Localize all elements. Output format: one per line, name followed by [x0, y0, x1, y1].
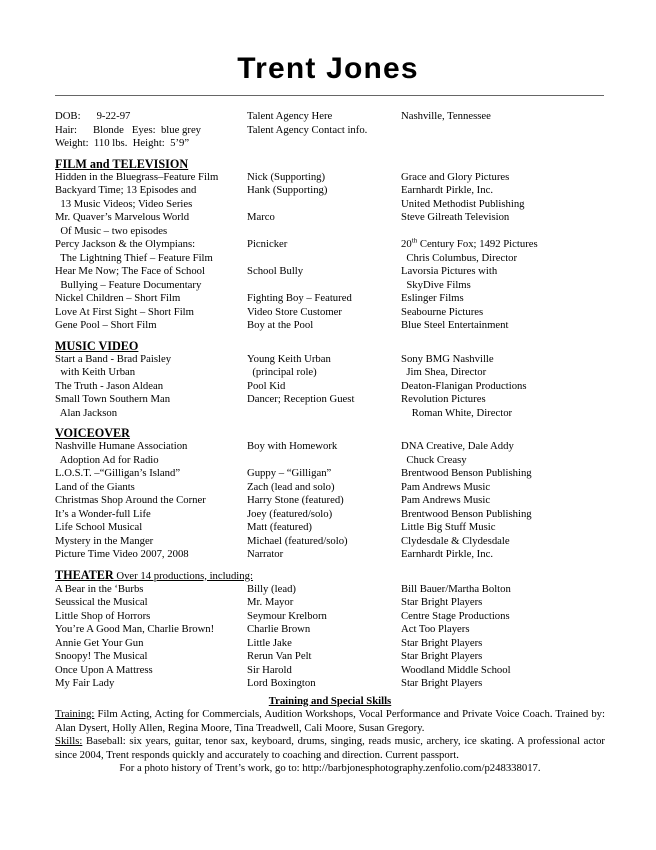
- theater-heading-underline: [55, 568, 253, 582]
- theater-title: THEATER: [55, 567, 114, 582]
- credit-company: Deaton-Flanigan Productions: [401, 379, 527, 392]
- credit-role: [247, 252, 401, 266]
- credit-role: Charlie Brown: [247, 623, 311, 635]
- bio-weight-height: Weight: 110 lbs. Height: 5’9”: [55, 137, 190, 149]
- credit-title: Nickel Children – Short Film: [55, 292, 181, 304]
- credit-company: Chuck Creasy: [401, 453, 467, 466]
- credit-title: Nashville Humane Association: [55, 440, 188, 452]
- credit-role: Fighting Boy – Featured: [247, 292, 352, 304]
- credit-company: Grace and Glory Pictures: [401, 170, 510, 183]
- bio-agency-contact: Talent Agency Contact info.: [247, 123, 368, 136]
- credit-title: Life School Musical: [55, 521, 143, 533]
- credit-role: [247, 407, 401, 421]
- credit-title: Hidden in the Bluegrass–Feature Film: [55, 170, 219, 183]
- credit-role: Zach (lead and solo): [247, 480, 335, 493]
- credit-title: Annie Get Your Gun: [55, 636, 144, 649]
- credit-role: [247, 279, 401, 293]
- theater-note: Over 14 productions, including:: [113, 569, 253, 582]
- credit-title: Adoption Ad for Radio: [55, 453, 159, 466]
- credit-company: Pam Andrews Music: [401, 494, 491, 506]
- credit-title: Small Town Southern Man: [55, 393, 171, 405]
- credit-company: Eslinger Films: [401, 292, 464, 304]
- credit-title: Mystery in the Manger: [55, 534, 154, 547]
- theater-table: [55, 583, 605, 691]
- skills-paragraph: [55, 735, 605, 762]
- credit-title: Of Music – two episodes: [55, 224, 168, 237]
- credit-role: [247, 225, 401, 239]
- credit-company: Earnhardt Pirkle, Inc.: [401, 184, 493, 196]
- credit-role: Boy with Homework: [247, 440, 338, 452]
- section-heading-music-video: [55, 339, 605, 353]
- credit-role: Hank (Supporting): [247, 184, 328, 196]
- credit-company: Woodland Middle School: [401, 663, 511, 676]
- credit-role: Michael (featured/solo): [247, 534, 348, 547]
- credit-company: Jim Shea, Director: [401, 366, 487, 378]
- credit-company: Brentwood Benson Publishing: [401, 467, 532, 479]
- credit-title: Backyard Time; 13 Episodes and: [55, 184, 197, 196]
- credit-company: Centre Stage Productions: [401, 609, 510, 622]
- film-tv-table: [55, 171, 605, 333]
- credit-company-fox: [401, 238, 605, 252]
- credit-company: Lavorsia Pictures with: [401, 265, 498, 277]
- training-text: Film Acting, Acting for Commercials, Audition Workshops, Vocal Performance and Private Voice Coach. Trained by: Alan Dysert, Holly Allen, Regina Moore, Tina Treadwell, Cali Moore, Susan Gregory.: [55, 708, 605, 734]
- credit-company: Bill Bauer/Martha Bolton: [401, 582, 511, 595]
- credit-title: Little Shop of Horrors: [55, 609, 151, 622]
- credit-title: Mr. Quaver’s Marvelous World: [55, 211, 190, 223]
- credit-company: DNA Creative, Dale Addy: [401, 440, 514, 452]
- credit-company: Star Bright Players: [401, 650, 483, 662]
- credit-company: Clydesdale & Clydesdale: [401, 534, 510, 547]
- credit-role: Boy at the Pool: [247, 319, 314, 331]
- credit-role: School Bully: [247, 265, 304, 277]
- credit-title: Gene Pool – Short Film: [55, 319, 157, 331]
- credit-company: SkyDive Films: [401, 278, 471, 291]
- credit-role: Picnicker: [247, 238, 288, 250]
- credit-title: The Truth - Jason Aldean: [55, 379, 164, 392]
- skills-text: Baseball: six years, guitar, tenor sax, keyboard, drums, singing, reads music, archery, ice skating. A professional actor since 2004, Trent responds quickly and accurately to coaching and direction. Current passport.: [55, 735, 605, 761]
- skills-label: Skills:: [55, 735, 83, 747]
- photo-history-line: For a photo history of Trent’s work, go to: http://barbjonesphotography.zenfolio.com/p248338017.: [119, 762, 541, 774]
- credit-role: Billy (lead): [247, 582, 296, 595]
- fox-rest: Century Fox; 1492 Pictures: [417, 238, 538, 250]
- credit-company: Star Bright Players: [401, 677, 483, 689]
- credit-company: Roman White, Director: [401, 406, 513, 419]
- music-video-title: MUSIC VIDEO: [55, 338, 139, 353]
- credit-company: Pam Andrews Music: [401, 480, 491, 493]
- bio-hair-eyes: Hair: Blonde Eyes: blue grey: [55, 123, 202, 136]
- credit-title: My Fair Lady: [55, 677, 115, 689]
- credit-role: Rerun Van Pelt: [247, 650, 312, 662]
- credit-title: It’s a Wonder-full Life: [55, 507, 151, 520]
- credit-role: Pool Kid: [247, 379, 286, 392]
- credit-role: Sir Harold: [247, 663, 292, 676]
- credit-role: Marco: [247, 211, 275, 223]
- credit-title: Christmas Shop Around the Corner: [55, 494, 206, 506]
- credit-company: United Methodist Publishing: [401, 197, 525, 210]
- credit-company: Star Bright Players: [401, 596, 483, 608]
- credit-role: Nick (Supporting): [247, 170, 326, 183]
- credit-company: Brentwood Benson Publishing: [401, 507, 532, 520]
- training-paragraph: [55, 708, 605, 735]
- bio-location: Nashville, Tennessee: [401, 110, 491, 122]
- credit-company: Little Big Stuff Music: [401, 521, 496, 533]
- credit-company: Revolution Pictures: [401, 393, 486, 405]
- credit-title: Snoopy! The Musical: [55, 650, 148, 662]
- credit-title: You’re A Good Man, Charlie Brown!: [55, 623, 215, 635]
- credit-title: Picture Time Video 2007, 2008: [55, 548, 189, 560]
- credit-role: Lord Boxington: [247, 677, 316, 689]
- credit-title: Land of the Giants: [55, 480, 135, 493]
- credit-role: Little Jake: [247, 636, 292, 649]
- credit-role: Dancer; Reception Guest: [247, 393, 355, 405]
- credit-role: [247, 454, 401, 468]
- voiceover-table: [55, 440, 605, 562]
- credit-title: Percy Jackson & the Olympians:: [55, 238, 196, 250]
- credit-title: L.O.S.T. –“Gilligan’s Island”: [55, 467, 181, 479]
- credit-company: Steve Gilreath Television: [401, 211, 510, 223]
- music-video-table: [55, 353, 605, 421]
- bio-block: [55, 110, 605, 151]
- header-divider: [55, 95, 604, 96]
- credit-role: Mr. Mayor: [247, 596, 294, 608]
- section-heading-theater: [55, 568, 605, 583]
- credit-company: Chris Columbus, Director: [401, 251, 518, 264]
- credit-company: Blue Steel Entertainment: [401, 319, 509, 331]
- credit-role: Joey (featured/solo): [247, 507, 333, 520]
- credit-company: Earnhardt Pirkle, Inc.: [401, 548, 493, 560]
- credit-title: 13 Music Videos; Video Series: [55, 197, 193, 210]
- fox-ordinal: th: [411, 238, 418, 245]
- resume-body: [55, 110, 605, 776]
- credit-title: Alan Jackson: [55, 406, 118, 419]
- credit-company: Sony BMG Nashville: [401, 352, 494, 365]
- credit-title: A Bear in the ‘Burbs: [55, 582, 144, 595]
- training-title: Training and Special Skills: [268, 694, 392, 707]
- bio-dob: DOB: 9-22-97: [55, 110, 131, 122]
- section-heading-film-tv: [55, 157, 605, 171]
- credit-role: [247, 198, 401, 212]
- credit-title: The Lightning Thief – Feature Film: [55, 251, 213, 264]
- credit-title: with Keith Urban: [55, 366, 136, 378]
- credit-title: Once Upon A Mattress: [55, 663, 153, 676]
- credit-role: Harry Stone (featured): [247, 494, 344, 506]
- section-heading-voiceover: [55, 426, 605, 440]
- actor-name: Trent Jones: [237, 52, 419, 85]
- credit-title: Love At First Sight – Short Film: [55, 305, 194, 318]
- credit-role: Seymour Krelborn: [247, 609, 327, 622]
- credit-role: Video Store Customer: [247, 305, 342, 318]
- fox-number: 20: [401, 238, 412, 250]
- credit-title: Hear Me Now; The Face of School: [55, 265, 205, 277]
- training-section: [55, 695, 605, 776]
- credit-role: Guppy – “Gilligan”: [247, 467, 332, 479]
- bio-agency: Talent Agency Here: [247, 110, 333, 122]
- credit-company: Star Bright Players: [401, 636, 483, 649]
- credit-title: Start a Band - Brad Paisley: [55, 352, 172, 365]
- credit-role: (principal role): [247, 366, 317, 378]
- credit-role: Matt (featured): [247, 521, 312, 533]
- credit-company: Act Too Players: [401, 623, 470, 635]
- voiceover-title: VOICEOVER: [55, 426, 130, 440]
- credit-role: Narrator: [247, 548, 284, 560]
- credit-company: [401, 225, 605, 239]
- credit-company: Seabourne Pictures: [401, 305, 484, 318]
- training-label: Training:: [55, 708, 95, 720]
- film-tv-title: FILM and TELEVISION: [55, 156, 189, 171]
- credit-title: Seussical the Musical: [55, 596, 148, 608]
- credit-role: Young Keith Urban: [247, 352, 331, 365]
- credit-title: Bullying – Feature Documentary: [55, 278, 202, 291]
